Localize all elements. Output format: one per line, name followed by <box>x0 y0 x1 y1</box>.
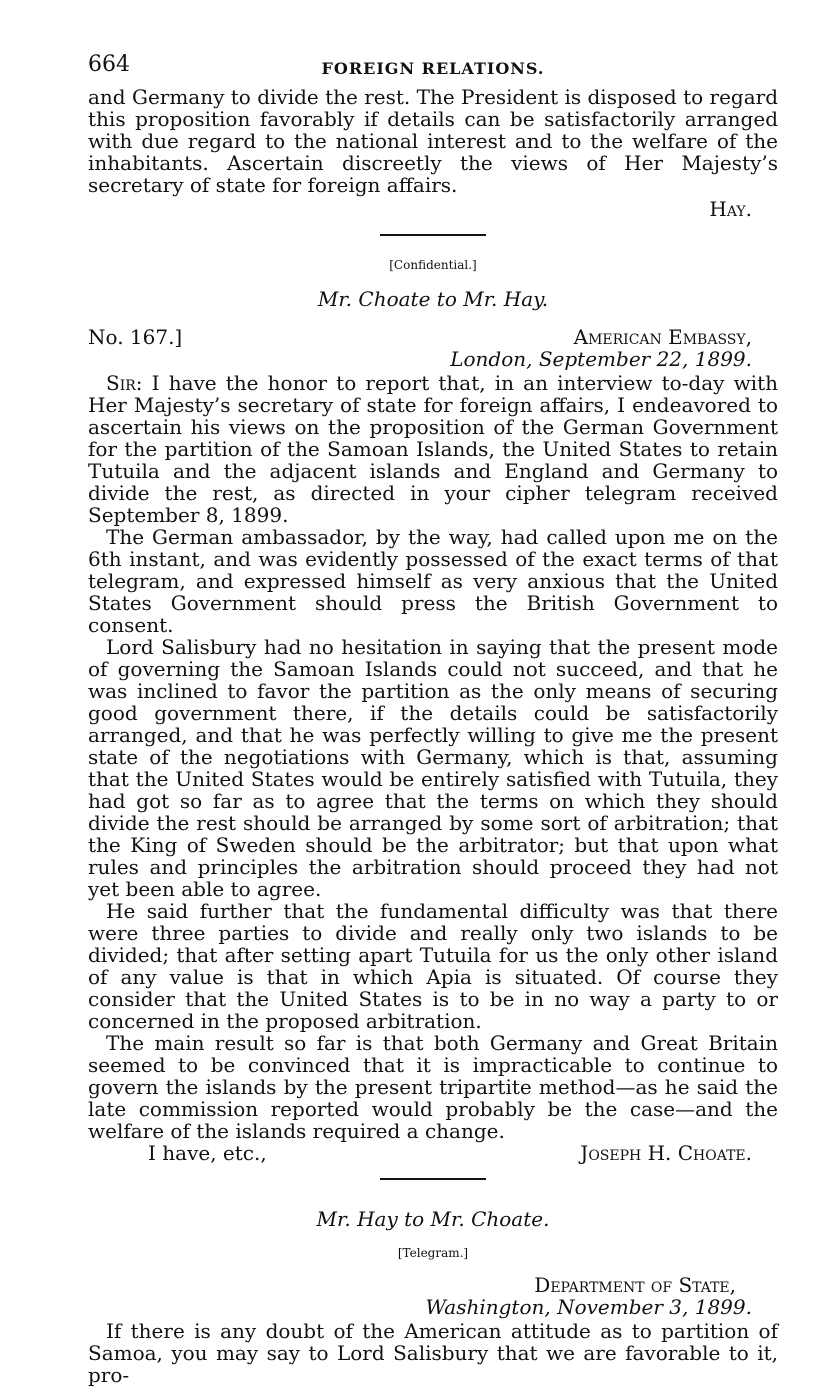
letter-heading-choate-to-hay: Mr. Choate to Mr. Hay. <box>317 287 549 311</box>
letter-paragraph: Lord Salisbury had no hesitation in saying that the present mode of governing the Samoan Islands could not succeed, and that he was inclined to favor the partition as the only means of securing good government there, if the details could be satisfactorily arranged, and that he was perfectly willing to give me the present state of the negotiations with Germany, which is that, assuming that the United States would be entirely satisfied with Tutuila, they had got so far as to agree that the terms on which they should divide the rest should be arranged by some sort of arbitration; that the King of Sweden should be the arbitrator; but that upon what rules and principles the arbitration should proceed they had not yet been able to agree. <box>88 635 778 901</box>
letter-paragraph <box>88 372 778 526</box>
running-title: FOREIGN RELATIONS. <box>321 59 545 78</box>
telegram-note: [Telegram.] <box>397 1246 469 1260</box>
page-number: 664 <box>88 52 130 77</box>
running-header <box>88 52 778 82</box>
letter-heading-hay-to-choate: Mr. Hay to Mr. Choate. <box>316 1207 550 1231</box>
signature-choate: Joseph H. Choate. <box>580 1141 752 1165</box>
letter-paragraph: If there is any doubt of the American attitude as to partition of Samoa, you may say to Lord Salisbury that we are favorable to it, pro- <box>88 1319 778 1387</box>
letter-address-row <box>88 326 778 348</box>
closing-row <box>88 1142 778 1164</box>
letter-paragraph: The German ambassador, by the way, had called upon me on the 6th instant, and was evidently possessed of the exact terms of that telegram, and expressed himself as very anxious that the United States Government should press the British Government to consent. <box>88 525 778 637</box>
document-number: No. 167.] <box>88 325 183 349</box>
letter-paragraph: The main result so far is that both Germany and Great Britain seemed to be convinced that it is impracticable to continue to govern the islands by the present tripartite method—as he said the late commission reported would probably be the case—and the welfare of the islands required a change. <box>88 1031 778 1143</box>
sender-place: American Embassy, <box>573 325 752 349</box>
letter-dateline: Washington, November 3, 1899. <box>425 1295 752 1319</box>
letter-dateline: London, September 22, 1899. <box>450 347 752 371</box>
signature-hay: Hay. <box>709 197 752 221</box>
document-page <box>88 52 778 1386</box>
confidential-note: [Confidential.] <box>389 258 477 272</box>
salutation: Sir: <box>106 371 143 395</box>
sender-place: Department of State, <box>534 1273 736 1297</box>
closing-phrase: I have, etc., <box>148 1141 267 1165</box>
section-divider <box>380 234 486 236</box>
letter-paragraph: He said further that the fundamental difficulty was that there were three parties to divide and really only two islands to be divided; that after setting apart Tutuila for us the only other island of any value is that in which Apia is situated. Of course they consider that the United States is to be in no way a party to or concerned in the proposed arbitration. <box>88 899 778 1033</box>
section-divider <box>380 1178 486 1180</box>
continued-paragraph: and Germany to divide the rest. The President is disposed to regard this proposition favorably if details can be satisfactorily arranged with due regard to the national interest and to the welfare of the inhabitants. Ascertain discreetly the views of Her Majesty’s secretary of state for foreign affairs. <box>88 85 778 197</box>
letter-paragraph-text: I have the honor to report that, in an interview to-day with Her Majesty’s secretary of state for foreign affairs, I endeavored to ascertain his views on the proposition of the German Government for the partition of the Samoan Islands, the United States to retain Tutuila and the adjacent islands and England and Germany to divide the rest, as directed in your cipher telegram received September 8, 1899. <box>88 371 778 527</box>
